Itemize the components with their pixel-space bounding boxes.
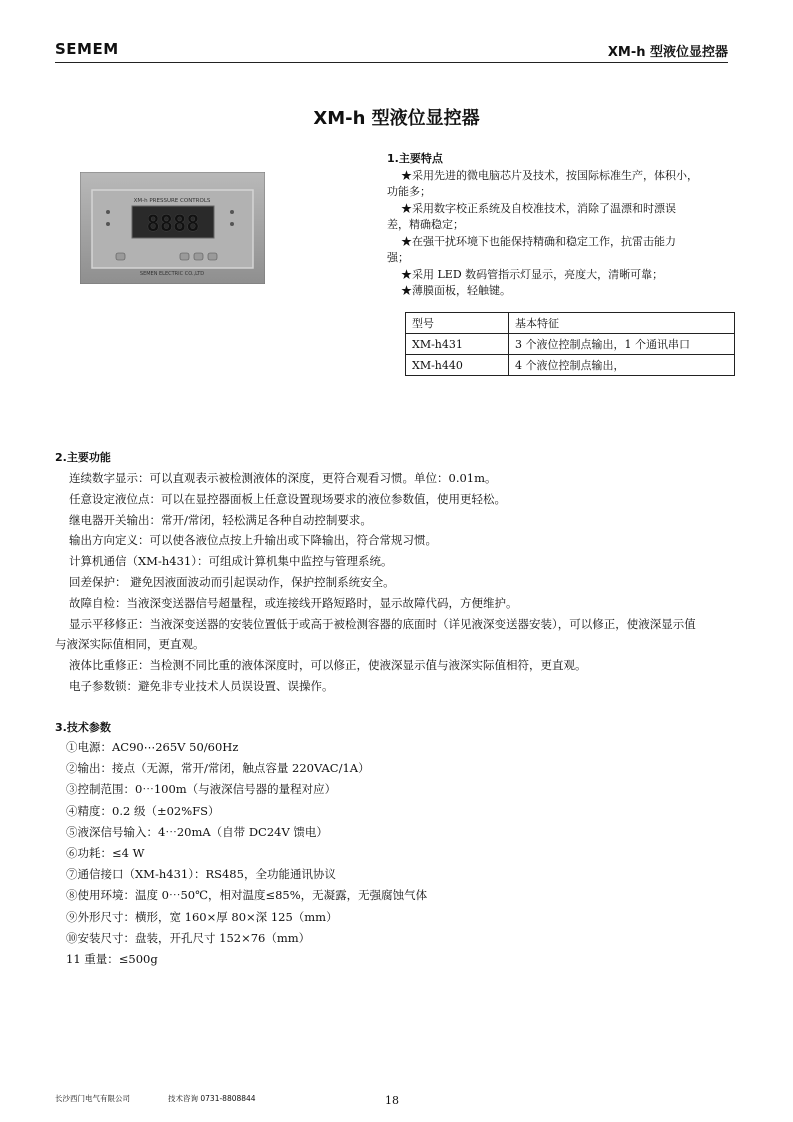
table-cell: 4 个液位控制点输出， (509, 355, 735, 376)
spec-line: ④精度：0.2 级（±02%FS） (66, 803, 220, 818)
feature-line: 功能多； (387, 185, 431, 198)
function-line: 计算机通信（XM-h431）：可组成计算机集中监控与管理系统。 (69, 554, 393, 569)
feature-line: ★采用先进的微电脑芯片及技术，按国际标准生产，体积小， (401, 168, 698, 182)
spec-line: ⑦通信接口（XM-h431）：RS485，全功能通讯协议 (66, 867, 336, 882)
table-row (406, 355, 735, 376)
brand-name: SEMEM (55, 40, 119, 58)
table-header-cell: 型号 (406, 313, 509, 334)
specs-section (55, 719, 735, 970)
functions-heading: 2.主要功能 (55, 451, 111, 464)
features-section (387, 151, 717, 300)
device-label-bottom: SEMEN ELECTRIC CO.,LTD (139, 271, 205, 277)
feature-line: 差，精确稳定； (387, 218, 464, 231)
spec-line: 11 重量：≤500g (66, 952, 158, 967)
feature-line: ★采用数字校正系统及自校准技术，消除了温漂和时漂误 (401, 201, 676, 215)
spec-line: ⑥功耗：≤4 W (66, 846, 145, 861)
device-photo (80, 172, 265, 284)
feature-line: ★在强干扰环境下也能保持精确和稳定工作，抗雷击能力 (401, 234, 676, 248)
table-header-row (406, 313, 735, 334)
device-label-top: XM-h PRESSURE CONTROLS (133, 198, 211, 204)
spec-line: ⑤液深信号输入：4⋯20mA（自带 DC24V 馈电） (66, 824, 328, 839)
specs-heading: 3.技术参数 (55, 721, 111, 734)
table-header-cell: 基本特征 (509, 313, 735, 334)
function-line: 显示平移修正：当液深变送器的安装位置低于或高于被检测容器的底面时（详见液深变送器安装），可以修正，使液深显示值 (69, 616, 696, 631)
table-cell: XM-h431 (406, 334, 509, 355)
table-cell: XM-h440 (406, 355, 509, 376)
spec-line: ②输出：接点（无源，常开/常闭，触点容量 220VAC/1A） (66, 761, 370, 776)
page-number: 18 (385, 1094, 399, 1107)
spec-line: ③控制范围：0⋯100m（与液深信号器的量程对应） (66, 782, 337, 797)
feature-line: ★薄膜面板，轻触键。 (401, 284, 511, 297)
spec-line: ⑨外形尺寸：横形，宽 160×厚 80×深 125（mm） (66, 909, 338, 924)
device-led-display: 8888 (146, 212, 200, 237)
feature-line: 强； (387, 251, 409, 264)
function-line: 回差保护： 避免因液面波动而引起误动作，保护控制系统安全。 (69, 574, 395, 589)
feature-line: ★采用 LED 数码管指示灯显示，亮度大，清晰可靠； (401, 267, 664, 281)
footer-support: 技术咨询 0731-8808844 (168, 1094, 256, 1103)
function-line: 与液深实际值相同，更直观。 (55, 637, 205, 652)
table-row (406, 334, 735, 355)
header-product-name: XM-h 型液位显控器 (607, 45, 728, 60)
function-line: 电子参数锁：避免非专业技术人员误设置、误操作。 (69, 678, 334, 693)
functions-section (55, 449, 735, 697)
function-line: 继电器开关输出：常开/常闭，轻松满足各种自动控制要求。 (69, 512, 372, 527)
function-line: 输出方向定义：可以使各液位点按上升输出或下降输出，符合常规习惯。 (69, 533, 437, 548)
features-heading: 1.主要特点 (387, 152, 443, 165)
function-line: 任意设定液位点：可以在显控器面板上任意设置现场要求的液位参数值，使用更轻松。 (69, 491, 506, 506)
function-line: 故障自检：当液深变送器信号超量程，或连接线开路短路时，显示故障代码，方便维护。 (69, 595, 518, 610)
table-cell: 3 个液位控制点输出，1 个通讯串口 (509, 334, 735, 355)
function-line: 连续数字显示：可以直观表示被检测液体的深度，更符合观看习惯。单位：0.01m。 (69, 471, 497, 485)
spec-line: ①电源：AC90⋯265V 50/60Hz (66, 740, 239, 754)
models-table (405, 312, 735, 376)
spec-line: ⑧使用环境：温度 0⋯50℃，相对温度≤85%，无凝露，无强腐蚀气体 (66, 888, 428, 903)
function-line: 液体比重修正：当检测不同比重的液体深度时，可以修正，使液深显示值与液深实际值相符，更直观。 (69, 658, 587, 673)
page-header (55, 40, 728, 63)
spec-line: ⑩安装尺寸：盘装，开孔尺寸 152×76（mm） (66, 930, 311, 945)
page-title: XM-h 型液位显控器 (313, 108, 480, 129)
footer-company: 长沙西门电气有限公司 (55, 1094, 130, 1103)
